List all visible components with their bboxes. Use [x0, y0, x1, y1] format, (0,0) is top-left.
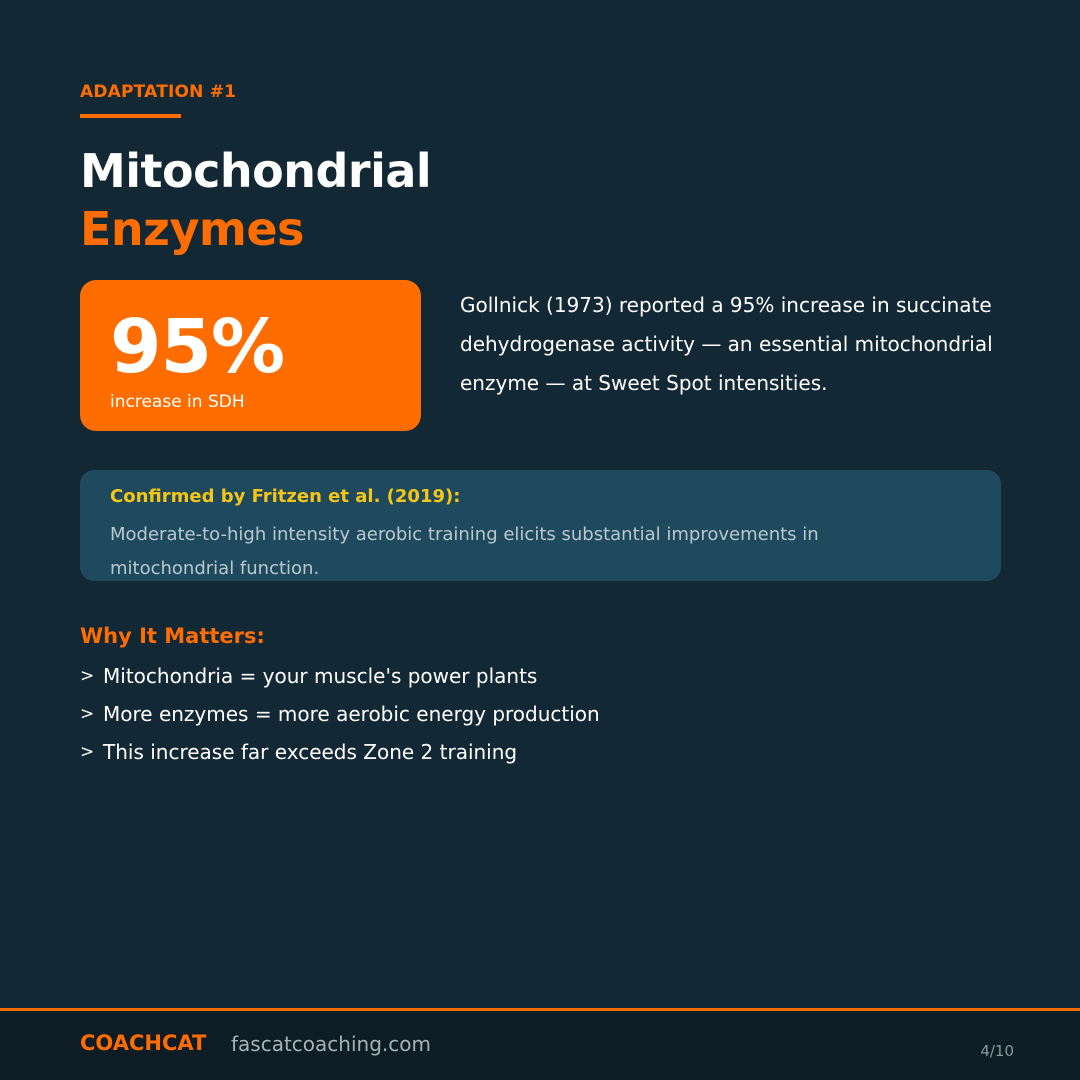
stat-value: 95%	[110, 304, 285, 390]
why-heading: Why It Matters:	[80, 624, 265, 648]
eyebrow-label: ADAPTATION #1	[80, 82, 237, 102]
callout-body: Moderate-to-high intensity aerobic training elicits substantial improvements in mitochondrial function.	[110, 524, 819, 579]
footer-bar	[0, 1008, 1080, 1080]
eyebrow-underline	[80, 114, 181, 118]
list-item	[80, 657, 600, 695]
title-line-1: Mitochondrial	[80, 144, 432, 198]
stat-caption: increase in SDH	[110, 392, 245, 412]
page-indicator: 4/10	[980, 1042, 1014, 1060]
list-item-text: More enzymes = more aerobic energy production	[103, 702, 600, 726]
chevron-right-icon: >	[80, 666, 95, 686]
chevron-right-icon: >	[80, 704, 95, 724]
list-item	[80, 695, 600, 733]
callout-box	[80, 470, 1001, 581]
why-list	[80, 657, 600, 771]
chevron-right-icon: >	[80, 742, 95, 762]
list-item-text: Mitochondria = your muscle's power plants	[103, 664, 538, 688]
list-item-text: This increase far exceeds Zone 2 training	[103, 740, 518, 764]
callout-heading: Confirmed by Fritzen et al. (2019):	[110, 486, 461, 507]
website-text: fascatcoaching.com	[231, 1032, 431, 1056]
page-title	[80, 142, 431, 258]
list-item	[80, 733, 600, 771]
stat-card	[80, 280, 421, 431]
title-line-2: Enzymes	[80, 202, 304, 256]
brand-name: COACHCAT	[80, 1031, 207, 1055]
summary-text: Gollnick (1973) reported a 95% increase in succinate dehydrogenase activity — an essential mitochondrial enzyme — at Sweet Spot intensities.	[460, 293, 993, 395]
